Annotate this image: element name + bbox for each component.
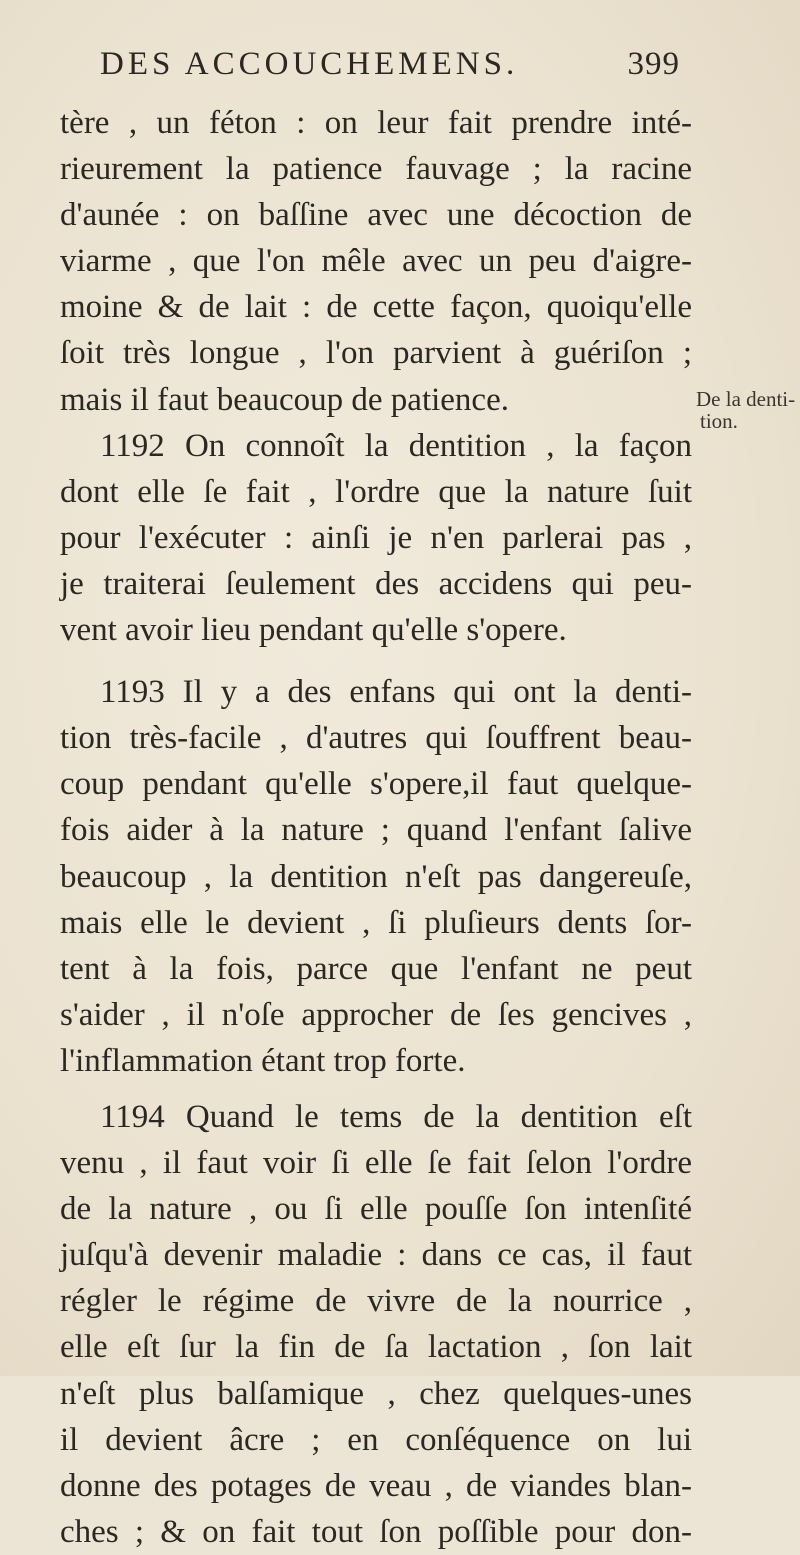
- text-line: coup pendant qu'elle s'opere,il faut quelque-: [60, 766, 692, 803]
- text-line: fois aider à la nature ; quand l'enfant ſalive: [60, 812, 692, 849]
- text-line: elle eſt ſur la fin de ſa lactation , ſon lait: [60, 1329, 692, 1366]
- text-line: rieurement la patience fauvage ; la racine: [60, 151, 692, 188]
- margin-note: [696, 388, 796, 432]
- text-line: tent à la fois, parce que l'enfant ne peut: [60, 950, 692, 987]
- text-line: dont elle ſe fait , l'ordre que la nature ſuit: [60, 473, 692, 510]
- text-line: je traiterai ſeulement des accidens qui peu-: [60, 565, 692, 602]
- text-line: s'aider , il n'oſe approcher de ſes gencives ,: [60, 996, 692, 1033]
- paragraph: [60, 423, 692, 653]
- text-line: l'inflammation étant trop forte.: [60, 1042, 466, 1079]
- text-line: 1192 On connoît la dentition , la façon: [100, 427, 692, 464]
- running-title: DES ACCOUCHEMENS.: [100, 46, 519, 82]
- text-line: pour l'exécuter : ainſi je n'en parlerai pas ,: [60, 519, 692, 556]
- paragraph-gap: [60, 653, 692, 669]
- text-line: venu , il faut voir ſi elle ſe fait ſelon l'ordre: [60, 1145, 692, 1182]
- text-line: ſoit très longue , l'on parvient à guériſon ;: [60, 335, 692, 372]
- text-line: vent avoir lieu pendant qu'elle s'opere.: [60, 612, 567, 649]
- text-line: beaucoup , la dentition n'eſt pas dangereuſe,: [60, 858, 692, 895]
- text-line: mais elle le devient , ſi pluſieurs dents ſor-: [60, 904, 692, 941]
- text-line: ches ; & on fait tout ſon poſſible pour don-: [60, 1513, 692, 1550]
- text-line: juſqu'à devenir maladie : dans ce cas, il faut: [60, 1237, 692, 1274]
- text-line: régler le régime de vivre de la nourrice ,: [60, 1283, 692, 1320]
- body-text: [60, 100, 692, 1555]
- margin-note-line: De la denti-: [696, 387, 796, 411]
- text-line: il devient âcre ; en conſéquence on lui: [60, 1421, 692, 1458]
- margin-note-line: tion.: [700, 409, 738, 433]
- text-line: donne des potages de veau , de viandes blan-: [60, 1467, 692, 1504]
- text-line: viarme , que l'on mêle avec un peu d'aigre-: [60, 243, 692, 280]
- paragraph: [60, 1094, 692, 1555]
- text-line: mais il faut beaucoup de patience.: [60, 381, 509, 418]
- text-line: moine & de lait : de cette façon, quoiqu'elle: [60, 289, 692, 326]
- paragraph-gap: [60, 1084, 692, 1094]
- running-header: [100, 46, 680, 90]
- text-line: 1193 Il y a des enfans qui ont la denti-: [100, 674, 692, 711]
- text-line: 1194 Quand le tems de la dentition eſt: [100, 1098, 692, 1135]
- paragraph: [60, 669, 692, 1084]
- text-line: n'eſt plus balſamique , chez quelques-unes: [60, 1375, 692, 1412]
- text-line: de la nature , ou ſi elle pouſſe ſon intenſité: [60, 1191, 692, 1228]
- page-number: 399: [627, 46, 680, 82]
- paragraph: [60, 100, 692, 423]
- text-line: tion très-facile , d'autres qui ſouffrent beau-: [60, 720, 692, 757]
- text-line: d'aunée : on baſſine avec une décoction de: [60, 197, 692, 234]
- text-line: tère , un féton : on leur fait prendre inté-: [60, 105, 692, 141]
